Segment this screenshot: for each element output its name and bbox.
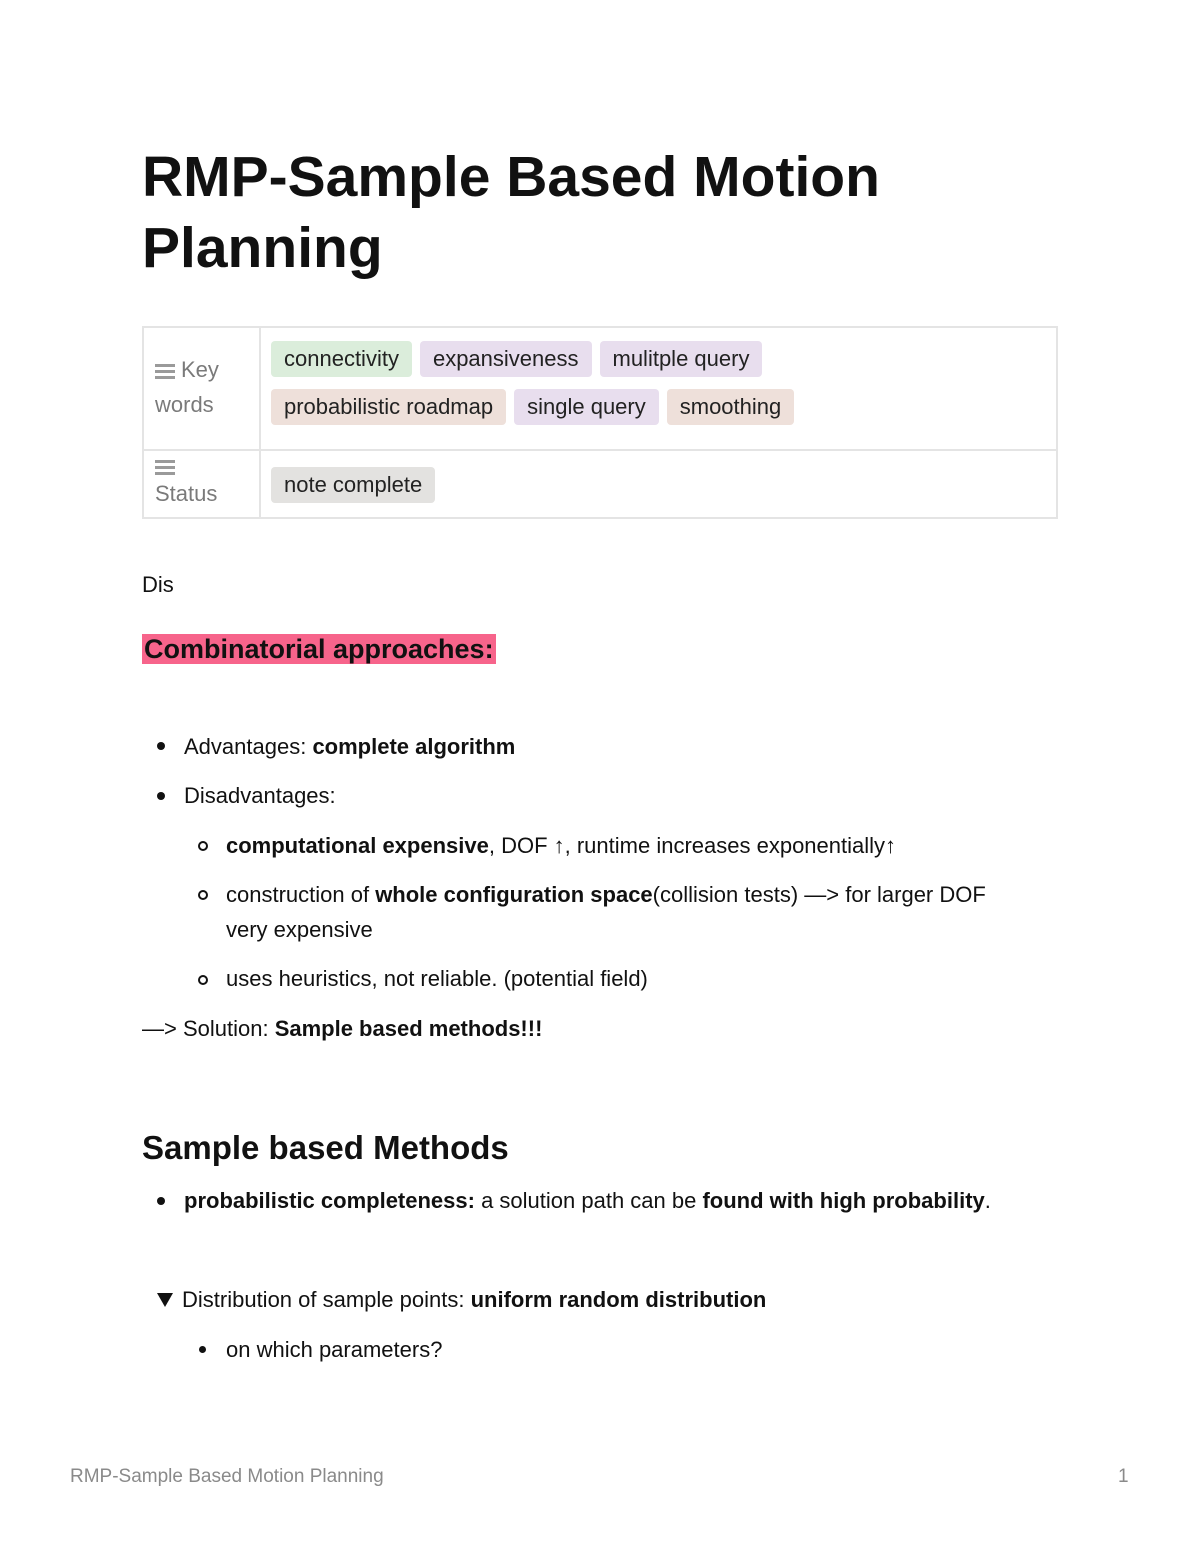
list-item-disadvantages: Disadvantages: [184,783,336,808]
circle-bullet-icon [198,890,208,900]
keywords-tag-list [261,328,1056,449]
circle-bullet-icon [198,975,208,985]
advantages-value: complete algorithm [312,734,516,759]
bullet-icon [199,1346,206,1353]
dis2-bold: whole configuration space [375,882,653,907]
bullet-icon [157,1197,165,1205]
dist-prefix: Distribution of sample points: [182,1287,471,1312]
solution-prefix: —> Solution: [142,1016,275,1041]
bullet-icon [157,742,165,750]
tag-mulitple-query[interactable]: mulitple query [600,341,763,377]
dis1-rest: , DOF ↑, runtime increases exponentially↑ [488,833,897,858]
dis2-prefix: construction of [226,882,376,907]
list-item-probabilistic-completeness [184,1183,991,1218]
prob-bold2: found with high probability [702,1188,985,1213]
status-value-cell[interactable] [260,450,1057,518]
list-item-disadvantage-1 [226,828,896,863]
tag-expansiveness[interactable]: expansiveness [420,341,592,377]
text-dis: Dis [142,572,174,597]
section-heading-sample-based: Sample based Methods [142,1129,509,1166]
footer-title: RMP-Sample Based Motion Planning [70,1466,384,1487]
property-row-keywords [143,327,1057,450]
circle-bullet-icon [198,841,208,851]
tag-probabilistic-roadmap[interactable]: probabilistic roadmap [271,389,506,425]
combinatorial-heading: Combinatorial approaches: [144,634,494,664]
toggle-distribution[interactable] [182,1282,766,1317]
list-item-parameters: on which parameters? [226,1337,443,1362]
keywords-property-label [144,328,259,422]
dis2-rest-line1: (collision tests) —> for larger DOF [652,882,986,907]
status-tag-list [261,451,1056,517]
prob-bold: probabilistic completeness: [184,1188,475,1213]
keywords-label: Key words [155,357,219,417]
multi-select-icon [155,361,175,382]
list-item-disadvantage-3: uses heuristics, not reliable. (potential field) [226,966,648,991]
combinatorial-heading-block [142,634,496,664]
page-title: RMP-Sample Based Motion Planning [142,145,880,280]
property-label-cell [143,450,260,518]
keywords-value-cell[interactable] [260,327,1057,450]
list-item-advantages [184,729,515,764]
tag-smoothing[interactable]: smoothing [667,389,795,425]
status-property-label [144,451,259,510]
dis1-bold: computational expensive [226,833,489,858]
status-label: Status [155,481,218,506]
prob-end: . [984,1188,991,1213]
list-item-disadvantage-2-continued: very expensive [226,917,373,942]
select-icon [155,460,175,475]
solution-line [142,1011,542,1046]
solution-bold: Sample based methods!!! [274,1016,543,1041]
dist-bold: uniform random distribution [470,1287,767,1312]
list-item-disadvantage-2 [226,877,986,912]
tag-connectivity[interactable]: connectivity [271,341,412,377]
properties-table [142,326,1058,519]
status-badge[interactable]: note complete [271,467,435,503]
advantages-label: Advantages: [184,734,313,759]
toggle-triangle-icon[interactable] [157,1293,173,1307]
property-label-cell [143,327,260,450]
prob-middle: a solution path can be [474,1188,703,1213]
bullet-icon [157,792,165,800]
tag-single-query[interactable]: single query [514,389,659,425]
property-row-status [143,450,1057,518]
page-number: 1 [1118,1466,1129,1487]
